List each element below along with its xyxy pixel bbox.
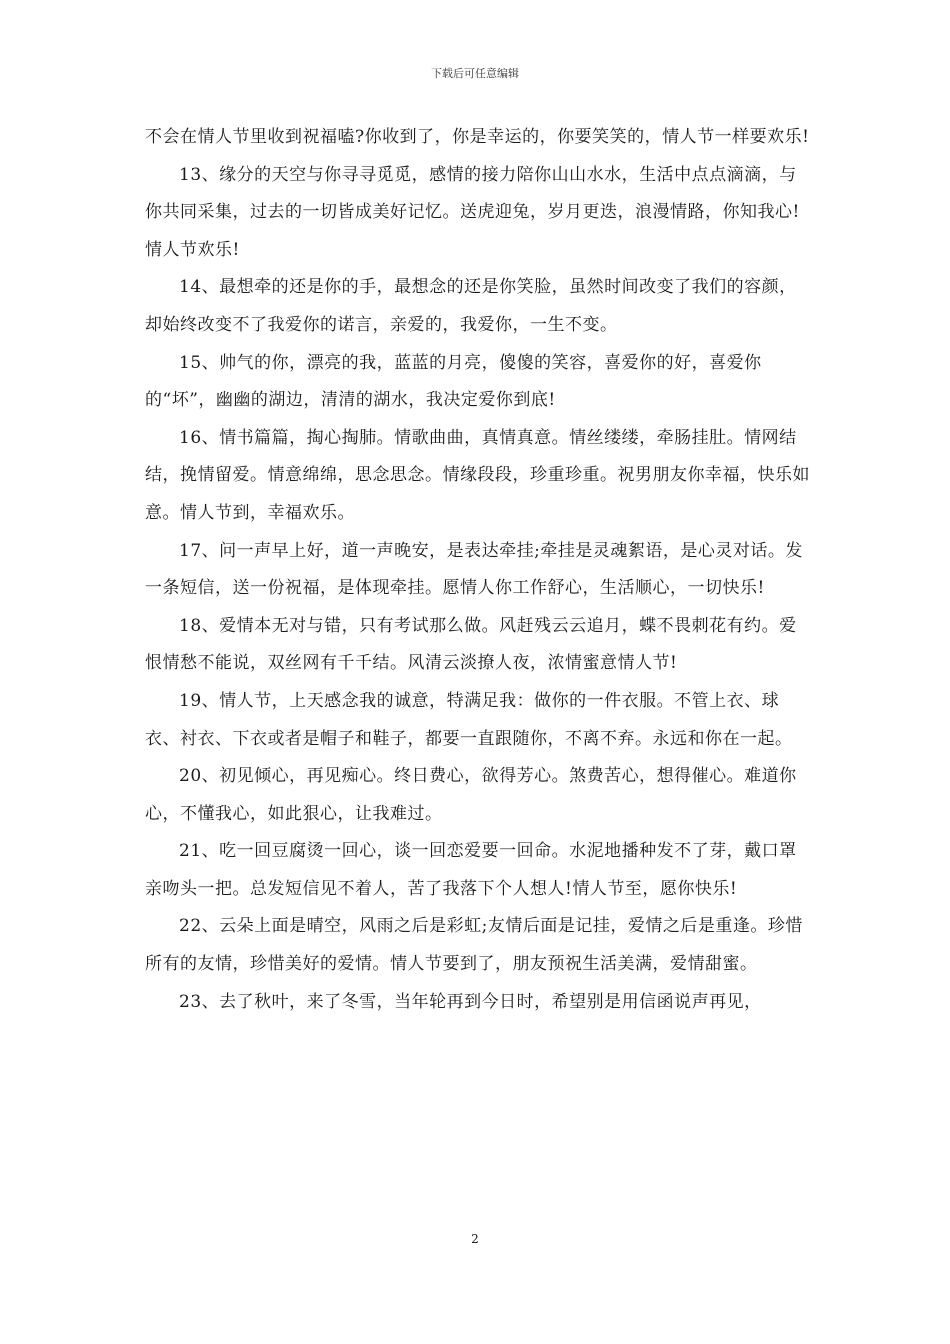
paragraph-13: 13、缘分的天空与你寻寻觅觅，感情的接力陪你山山水水，生活中点点滴滴，与你共同采集，过去的一切皆成美好记忆。送虎迎兔，岁月更迭，浪漫情路，你知我心!情人节欢乐! (145, 164, 800, 260)
paragraph-14: 14、最想牵的还是你的手，最想念的还是你笑脸，虽然时间改变了我们的容颜，却始终改变不了我爱你的诺言，亲爱的，我爱你，一生不变。 (145, 277, 797, 335)
paragraph-18: 18、爱情本无对与错，只有考试那么做。风赶残云云追月，蝶不畏刺花有约。爱恨情愁不能说，双丝网有千千结。风清云淡撩人夜，浓情蜜意情人节! (145, 615, 797, 674)
page-header: 下载后可任意编辑 (431, 67, 519, 80)
paragraph-22: 22、云朵上面是晴空，风雨之后是彩虹;友情后面是记挂，爱情之后是重逢。珍惜所有的友情，珍惜美好的爱情。情人节要到了，朋友预祝生活美满，爱情甜蜜。 (145, 916, 803, 975)
paragraph-20: 20、初见倾心，再见痴心。终日费心，欲得芳心。煞费苦心，想得催心。难道你心，不懂我心，如此狠心，让我难过。 (145, 766, 797, 824)
paragraph-15: 15、帅气的你，漂亮的我，蓝蓝的月亮，傻傻的笑容，喜爱你的好，喜爱你的“坏”，幽幽的湖边，清清的湖水，我决定爱你到底! (145, 352, 762, 411)
paragraph-21: 21、吃一回豆腐烫一回心，谈一回恋爱要一回命。水泥地播种发不了芽，戴口罩亲吻头一把。总发短信见不着人，苦了我落下个人想人!情人节至，愿你快乐! (145, 841, 797, 899)
paragraph-17: 17、问一声早上好，道一声晚安，是表达牵挂;牵挂是灵魂絮语，是心灵对话。发一条短信，送一份祝福，是体现牵挂。愿情人你工作舒心，生活顺心，一切快乐! (145, 540, 803, 599)
document-body (145, 119, 813, 1021)
paragraph-19: 19、情人节，上天感念我的诚意，特满足我：做你的一件衣服。不管上衣、球衣、衬衣、下衣或者是帽子和鞋子，都要一直跟随你，不离不弃。永远和你在一起。 (145, 690, 793, 749)
paragraph-continued: 不会在情人节里收到祝福嗑?你收到了，你是幸运的，你要笑笑的，情人节一样要欢乐! (145, 127, 810, 147)
paragraph-16: 16、情书篇篇，掏心掏肺。情歌曲曲，真情真意。情丝缕缕，牵肠挂肚。情网结结，挽情留爱。情意绵绵，思念思念。情缘段段，珍重珍重。祝男朋友你幸福，快乐如意。情人节到，幸福欢乐。 (145, 427, 810, 523)
paragraph-23: 23、去了秋叶，来了冬雪，当年轮再到今日时，希望别是用信函说声再见， (179, 991, 762, 1012)
page-number: 2 (471, 1232, 479, 1246)
